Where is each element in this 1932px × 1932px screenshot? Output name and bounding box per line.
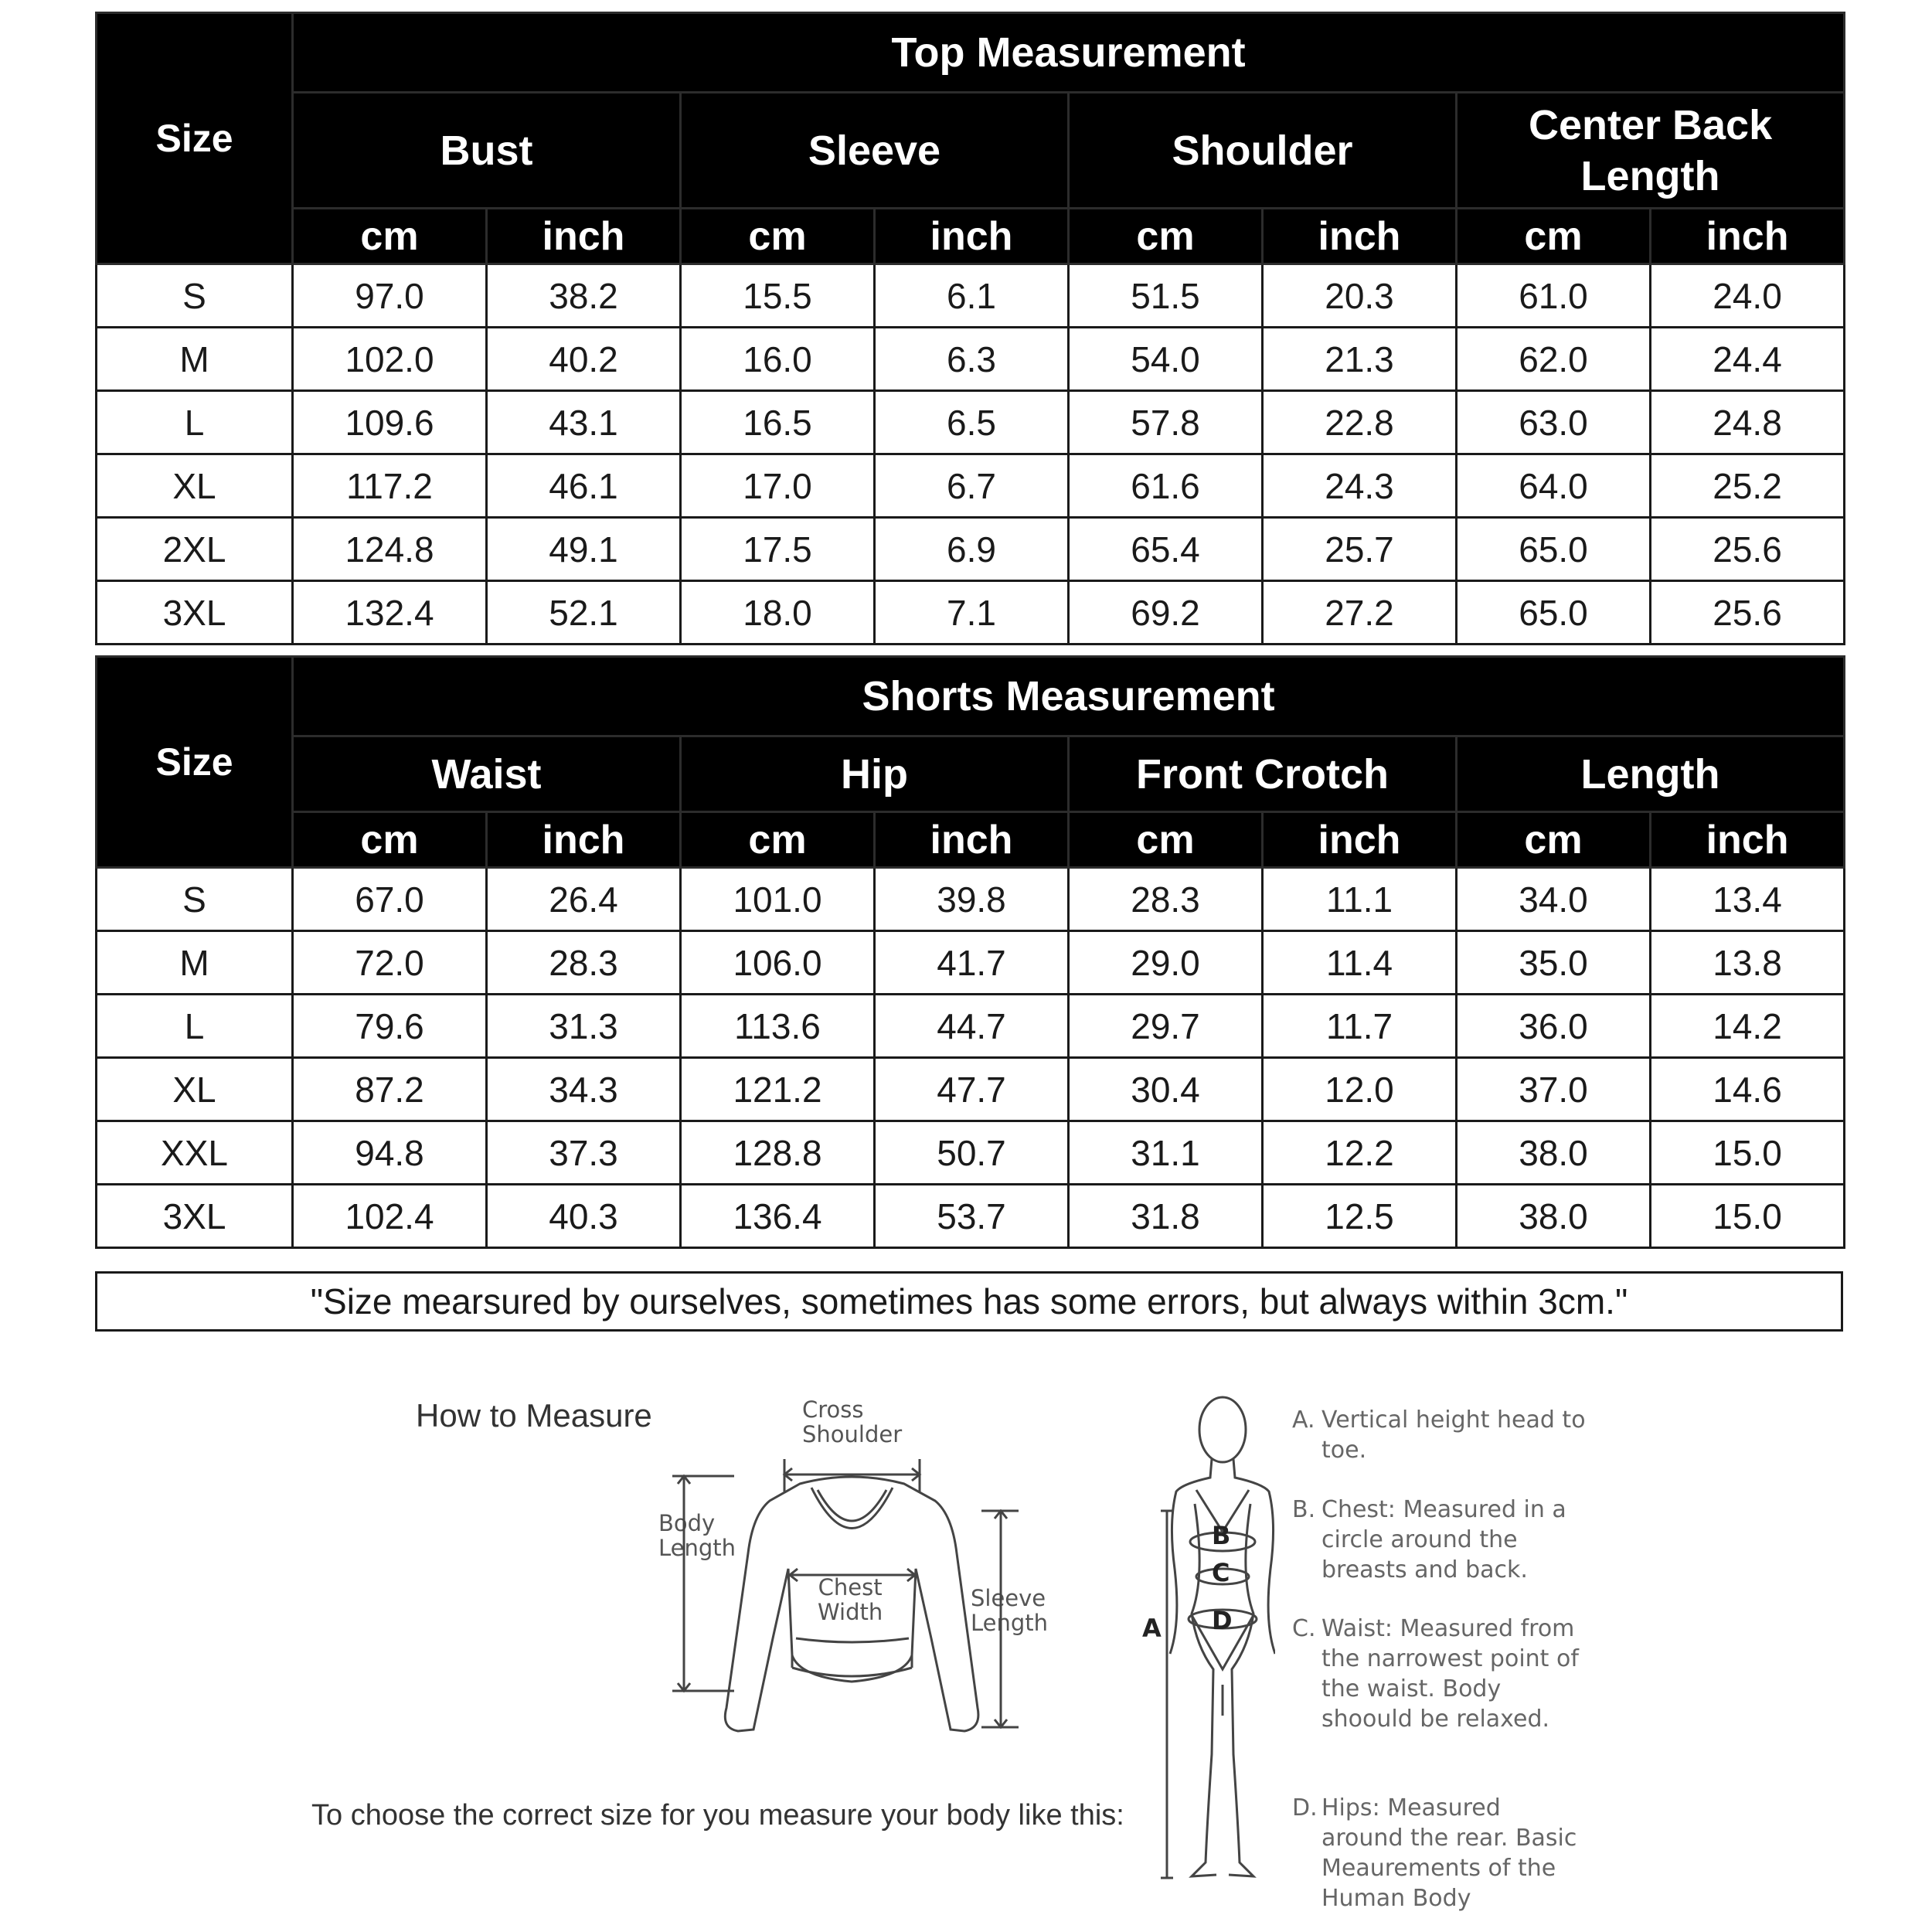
unit-header: inch bbox=[875, 812, 1069, 868]
shoulder-header: Shoulder bbox=[1069, 93, 1457, 209]
measurement-cell: 17.0 bbox=[681, 454, 875, 518]
body-length-label-line: Body bbox=[658, 1510, 716, 1536]
figure-letter-a: A bbox=[1142, 1614, 1162, 1643]
description-c bbox=[1292, 1614, 1586, 1734]
size-cell: 2XL bbox=[97, 518, 293, 581]
cross-shoulder-label-line: Cross bbox=[802, 1396, 864, 1423]
measurement-cell: 12.2 bbox=[1263, 1121, 1457, 1185]
front-crotch-header: Front Crotch bbox=[1069, 736, 1457, 812]
measurement-cell: 57.8 bbox=[1069, 391, 1263, 454]
size-cell: XXL bbox=[97, 1121, 293, 1185]
measurement-cell: 38.2 bbox=[487, 264, 681, 328]
sweater-diagram-icon bbox=[649, 1453, 1051, 1747]
table-row bbox=[97, 931, 1845, 995]
measurement-cell: 97.0 bbox=[293, 264, 487, 328]
measurement-cell: 61.6 bbox=[1069, 454, 1263, 518]
measurement-cell: 34.0 bbox=[1457, 868, 1651, 931]
measurement-cell: 67.0 bbox=[293, 868, 487, 931]
measurement-cell: 46.1 bbox=[487, 454, 681, 518]
measurement-cell: 6.3 bbox=[875, 328, 1069, 391]
body-length-label-line: Length bbox=[658, 1535, 736, 1561]
measurement-cell: 113.6 bbox=[681, 995, 875, 1058]
unit-header: cm bbox=[1457, 812, 1651, 868]
measurement-cell: 54.0 bbox=[1069, 328, 1263, 391]
measurement-cell: 14.6 bbox=[1651, 1058, 1845, 1121]
size-cell: S bbox=[97, 868, 293, 931]
unit-header: inch bbox=[487, 812, 681, 868]
measurement-cell: 18.0 bbox=[681, 581, 875, 645]
measurement-cell: 31.3 bbox=[487, 995, 681, 1058]
measurement-cell: 12.5 bbox=[1263, 1185, 1457, 1248]
measurement-cell: 117.2 bbox=[293, 454, 487, 518]
measurement-cell: 35.0 bbox=[1457, 931, 1651, 995]
measurement-cell: 25.2 bbox=[1651, 454, 1845, 518]
measurement-cell: 64.0 bbox=[1457, 454, 1651, 518]
measurement-cell: 38.0 bbox=[1457, 1185, 1651, 1248]
description-text: Waist: Measured from the narrowest point of the waist. Body shoould be relaxed. bbox=[1321, 1615, 1579, 1733]
measurement-cell: 20.3 bbox=[1263, 264, 1457, 328]
unit-header: cm bbox=[1457, 209, 1651, 264]
top-measurement-table bbox=[95, 12, 1845, 645]
measurement-cell: 24.4 bbox=[1651, 328, 1845, 391]
unit-header: cm bbox=[681, 209, 875, 264]
measurement-cell: 40.3 bbox=[487, 1185, 681, 1248]
description-a bbox=[1292, 1405, 1586, 1465]
measurement-cell: 16.0 bbox=[681, 328, 875, 391]
hip-header: Hip bbox=[681, 736, 1069, 812]
measurement-cell: 12.0 bbox=[1263, 1058, 1457, 1121]
measurement-cell: 7.1 bbox=[875, 581, 1069, 645]
size-cell: 3XL bbox=[97, 1185, 293, 1248]
measurement-cell: 101.0 bbox=[681, 868, 875, 931]
measurement-cell: 62.0 bbox=[1457, 328, 1651, 391]
measurement-cell: 11.4 bbox=[1263, 931, 1457, 995]
size-cell: XL bbox=[97, 454, 293, 518]
measurement-cell: 25.7 bbox=[1263, 518, 1457, 581]
measurement-cell: 29.0 bbox=[1069, 931, 1263, 995]
unit-header: cm bbox=[293, 812, 487, 868]
measurement-cell: 40.2 bbox=[487, 328, 681, 391]
shorts-measurement-table bbox=[95, 655, 1845, 1249]
size-column-header: Size bbox=[97, 13, 293, 264]
measurement-cell: 24.0 bbox=[1651, 264, 1845, 328]
measurement-cell: 26.4 bbox=[487, 868, 681, 931]
measurement-cell: 52.1 bbox=[487, 581, 681, 645]
measurement-cell: 6.9 bbox=[875, 518, 1069, 581]
measurement-cell: 11.7 bbox=[1263, 995, 1457, 1058]
description-letter: B. bbox=[1292, 1496, 1316, 1523]
length-header: Length bbox=[1457, 736, 1845, 812]
measurement-cell: 41.7 bbox=[875, 931, 1069, 995]
description-letter: C. bbox=[1292, 1615, 1316, 1642]
measurement-cell: 49.1 bbox=[487, 518, 681, 581]
unit-header: cm bbox=[681, 812, 875, 868]
measurement-cell: 24.3 bbox=[1263, 454, 1457, 518]
measurement-cell: 15.0 bbox=[1651, 1121, 1845, 1185]
measurement-cell: 79.6 bbox=[293, 995, 487, 1058]
measurement-cell: 94.8 bbox=[293, 1121, 487, 1185]
description-text: Chest: Measured in a circle around the breasts and back. bbox=[1321, 1496, 1566, 1583]
size-cell: M bbox=[97, 328, 293, 391]
description-text: Hips: Measured around the rear. Basic Meaurements of the Human Body bbox=[1321, 1794, 1577, 1912]
bust-header: Bust bbox=[293, 93, 681, 209]
table-row bbox=[97, 1121, 1845, 1185]
measurement-cell: 50.7 bbox=[875, 1121, 1069, 1185]
measurement-cell: 13.4 bbox=[1651, 868, 1845, 931]
measurement-cell: 128.8 bbox=[681, 1121, 875, 1185]
unit-header: inch bbox=[1263, 812, 1457, 868]
measurement-cell: 106.0 bbox=[681, 931, 875, 995]
measurement-cell: 124.8 bbox=[293, 518, 487, 581]
measurement-cell: 44.7 bbox=[875, 995, 1069, 1058]
measurement-cell: 6.7 bbox=[875, 454, 1069, 518]
description-b bbox=[1292, 1495, 1586, 1585]
measurement-cell: 102.4 bbox=[293, 1185, 487, 1248]
figure-letter-b: B bbox=[1212, 1521, 1231, 1550]
measurement-cell: 61.0 bbox=[1457, 264, 1651, 328]
measurement-cell: 34.3 bbox=[487, 1058, 681, 1121]
measurement-cell: 37.0 bbox=[1457, 1058, 1651, 1121]
size-cell: 3XL bbox=[97, 581, 293, 645]
measurement-cell: 53.7 bbox=[875, 1185, 1069, 1248]
table-row bbox=[97, 264, 1845, 328]
table-row bbox=[97, 391, 1845, 454]
top-measurement-title: Top Measurement bbox=[293, 13, 1845, 93]
shorts-measurement-title: Shorts Measurement bbox=[293, 657, 1845, 736]
figure-letter-d: D bbox=[1212, 1606, 1233, 1635]
table-row bbox=[97, 454, 1845, 518]
measurement-cell: 11.1 bbox=[1263, 868, 1457, 931]
description-letter: A. bbox=[1292, 1406, 1315, 1434]
table-row bbox=[97, 581, 1845, 645]
measurement-cell: 25.6 bbox=[1651, 581, 1845, 645]
center-back-length-header: Center Back Length bbox=[1457, 93, 1845, 209]
sleeve-length-label-line: Length bbox=[971, 1610, 1049, 1636]
measurement-cell: 21.3 bbox=[1263, 328, 1457, 391]
measurement-cell: 72.0 bbox=[293, 931, 487, 995]
measurement-cell: 24.8 bbox=[1651, 391, 1845, 454]
table-row bbox=[97, 1185, 1845, 1248]
sleeve-header: Sleeve bbox=[681, 93, 1069, 209]
unit-header: inch bbox=[1651, 812, 1845, 868]
table-row bbox=[97, 518, 1845, 581]
waist-header: Waist bbox=[293, 736, 681, 812]
measurement-note: "Size mearsured by ourselves, sometimes has some errors, but always within 3cm." bbox=[95, 1271, 1843, 1332]
measurement-cell: 51.5 bbox=[1069, 264, 1263, 328]
sleeve-length-label-line: Sleeve bbox=[971, 1585, 1046, 1611]
measurement-cell: 65.0 bbox=[1457, 518, 1651, 581]
chest-width-label-line: Chest bbox=[818, 1574, 883, 1600]
size-cell: XL bbox=[97, 1058, 293, 1121]
measurement-cell: 109.6 bbox=[293, 391, 487, 454]
size-cell: L bbox=[97, 995, 293, 1058]
description-letter: D. bbox=[1292, 1794, 1318, 1821]
unit-header: inch bbox=[1263, 209, 1457, 264]
measurement-cell: 15.5 bbox=[681, 264, 875, 328]
unit-header: inch bbox=[1651, 209, 1845, 264]
measurement-cell: 16.5 bbox=[681, 391, 875, 454]
measurement-cell: 39.8 bbox=[875, 868, 1069, 931]
unit-header: cm bbox=[1069, 812, 1263, 868]
measurement-cell: 63.0 bbox=[1457, 391, 1651, 454]
measurement-cell: 17.5 bbox=[681, 518, 875, 581]
measurement-cell: 30.4 bbox=[1069, 1058, 1263, 1121]
description-d bbox=[1292, 1793, 1586, 1913]
table-row bbox=[97, 328, 1845, 391]
measurement-cell: 28.3 bbox=[487, 931, 681, 995]
table-row bbox=[97, 868, 1845, 931]
measurement-cell: 22.8 bbox=[1263, 391, 1457, 454]
figure-letter-c: C bbox=[1212, 1558, 1230, 1587]
measurement-cell: 65.0 bbox=[1457, 581, 1651, 645]
measurement-cell: 31.8 bbox=[1069, 1185, 1263, 1248]
measurement-cell: 136.4 bbox=[681, 1185, 875, 1248]
measurement-cell: 27.2 bbox=[1263, 581, 1457, 645]
measurement-cell: 37.3 bbox=[487, 1121, 681, 1185]
measurement-cell: 25.6 bbox=[1651, 518, 1845, 581]
measurement-cell: 43.1 bbox=[487, 391, 681, 454]
measurement-cell: 6.5 bbox=[875, 391, 1069, 454]
choose-size-instruction: To choose the correct size for you measure your body like this: bbox=[311, 1799, 1124, 1832]
size-column-header: Size bbox=[97, 657, 293, 868]
measurement-cell: 29.7 bbox=[1069, 995, 1263, 1058]
table-row bbox=[97, 1058, 1845, 1121]
measurement-cell: 121.2 bbox=[681, 1058, 875, 1121]
unit-header: inch bbox=[875, 209, 1069, 264]
description-text: Vertical height head to toe. bbox=[1321, 1406, 1586, 1464]
table-row bbox=[97, 995, 1845, 1058]
cross-shoulder-label-line: Shoulder bbox=[802, 1421, 903, 1447]
measurement-cell: 132.4 bbox=[293, 581, 487, 645]
measurement-cell: 69.2 bbox=[1069, 581, 1263, 645]
measurement-cell: 31.1 bbox=[1069, 1121, 1263, 1185]
measurement-cell: 102.0 bbox=[293, 328, 487, 391]
measurement-cell: 47.7 bbox=[875, 1058, 1069, 1121]
unit-header: cm bbox=[1069, 209, 1263, 264]
measurement-cell: 14.2 bbox=[1651, 995, 1845, 1058]
how-to-measure-title: How to Measure bbox=[416, 1397, 652, 1434]
chest-width-label-line: Width bbox=[818, 1599, 883, 1625]
size-cell: L bbox=[97, 391, 293, 454]
measurement-cell: 28.3 bbox=[1069, 868, 1263, 931]
measurement-cell: 13.8 bbox=[1651, 931, 1845, 995]
cross-shoulder-label bbox=[802, 1397, 902, 1447]
measurement-cell: 87.2 bbox=[293, 1058, 487, 1121]
size-cell: S bbox=[97, 264, 293, 328]
measurement-cell: 36.0 bbox=[1457, 995, 1651, 1058]
measurement-cell: 38.0 bbox=[1457, 1121, 1651, 1185]
measurement-cell: 15.0 bbox=[1651, 1185, 1845, 1248]
measurement-cell: 65.4 bbox=[1069, 518, 1263, 581]
unit-header: inch bbox=[487, 209, 681, 264]
size-cell: M bbox=[97, 931, 293, 995]
unit-header: cm bbox=[293, 209, 487, 264]
measurement-cell: 6.1 bbox=[875, 264, 1069, 328]
